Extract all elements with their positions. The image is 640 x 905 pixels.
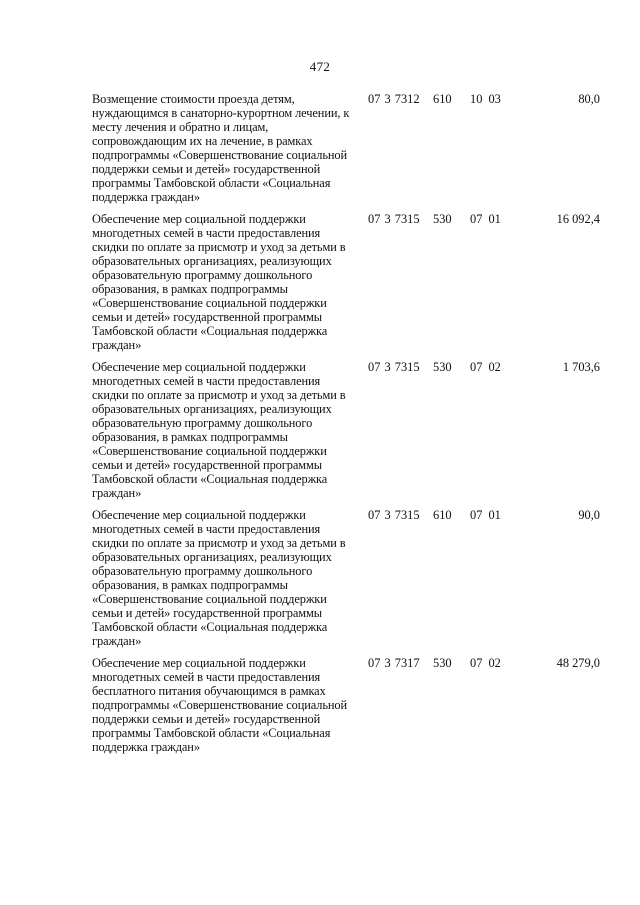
- budget-table: [92, 92, 604, 762]
- amount: 80,0: [578, 92, 600, 106]
- expense-type: 530: [433, 656, 452, 670]
- row-description: Обеспечение мер социальной поддержки многодетных семей в части предоставления скидки по оплате за присмотр и уход за детьми в образовательных организациях, реализующих образовательную программу дошкольного образования, в рамках подпрограммы «Совершенствование социальной поддержки семьи и детей» государственной программы Тамбовской области «Социальная поддержка граждан»: [92, 212, 346, 352]
- row-description: Возмещение стоимости проезда детям, нуждающимся в санаторно-курортном лечении, к месту лечения и обратно и лицам, сопровождающим их на лечение, в рамках подпрограммы «Совершенствование социальной поддержки семьи и детей» государственной программы Тамбовской области «Социальная поддержка граждан»: [92, 92, 350, 204]
- row-description: Обеспечение мер социальной поддержки многодетных семей в части предоставления скидки по оплате за присмотр и уход за детьми в образовательных организациях, реализующих образовательную программу дошкольного образования, в рамках подпрограммы «Совершенствование социальной поддержки семьи и детей» государственной программы Тамбовской области «Социальная поддержка граждан»: [92, 360, 346, 500]
- table-row: [92, 508, 604, 648]
- row-description: Обеспечение мер социальной поддержки многодетных семей в части предоставления бесплатного питания обучающимся в рамках подпрограммы «Совершенствование социальной поддержки семьи и детей» государственной программы Тамбовской области «Социальная поддержка граждан»: [92, 656, 348, 754]
- section-code: 07 01: [470, 508, 501, 522]
- section-code: 07 02: [470, 656, 501, 670]
- expense-type: 530: [433, 212, 452, 226]
- target-code: 07 3 7317: [368, 656, 420, 670]
- section-code: 10 03: [470, 92, 501, 106]
- table-row: [92, 360, 604, 500]
- table-row: [92, 212, 604, 352]
- row-description: Обеспечение мер социальной поддержки многодетных семей в части предоставления скидки по оплате за присмотр и уход за детьми в образовательных организациях, реализующих образовательную программу дошкольного образования, в рамках подпрограммы «Совершенствование социальной поддержки семьи и детей» государственной программы Тамбовской области «Социальная поддержка граждан»: [92, 508, 346, 648]
- amount: 16 092,4: [556, 212, 600, 226]
- target-code: 07 3 7312: [368, 92, 420, 106]
- amount: 1 703,6: [562, 360, 600, 374]
- target-code: 07 3 7315: [368, 360, 420, 374]
- target-code: 07 3 7315: [368, 508, 420, 522]
- table-row: [92, 92, 604, 204]
- expense-type: 530: [433, 360, 452, 374]
- table-row: [92, 656, 604, 754]
- expense-type: 610: [433, 508, 452, 522]
- page-number: 472: [309, 59, 331, 74]
- amount: 48 279,0: [556, 656, 600, 670]
- amount: 90,0: [578, 508, 600, 522]
- section-code: 07 01: [470, 212, 501, 226]
- target-code: 07 3 7315: [368, 212, 420, 226]
- expense-type: 610: [433, 92, 452, 106]
- section-code: 07 02: [470, 360, 501, 374]
